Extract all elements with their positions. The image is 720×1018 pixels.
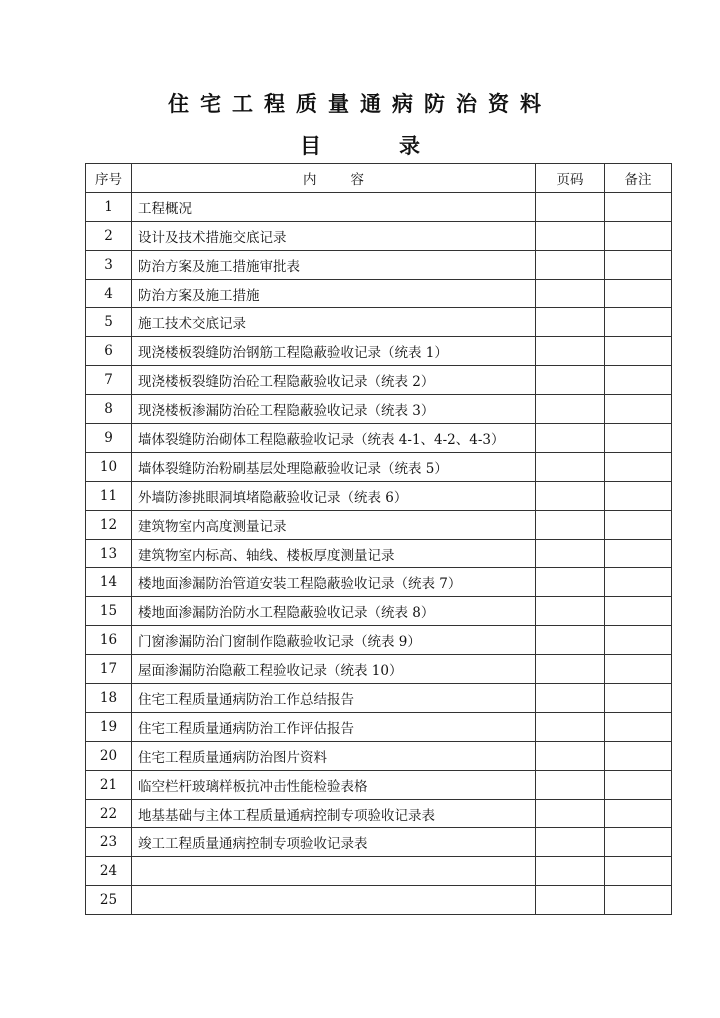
row-content: 住宅工程质量通病防治工作评估报告	[132, 712, 536, 741]
row-content: 屋面渗漏防治隐蔽工程验收记录（统表 10）	[132, 655, 536, 684]
row-page	[536, 250, 605, 279]
table-row	[86, 741, 672, 770]
table-row	[86, 308, 672, 337]
row-note	[605, 626, 672, 655]
table-row	[86, 712, 672, 741]
header-content	[132, 164, 536, 193]
row-num: 22	[86, 799, 132, 828]
row-content: 防治方案及施工措施审批表	[132, 250, 536, 279]
row-page	[536, 886, 605, 915]
row-num: 18	[86, 684, 132, 713]
row-page	[536, 568, 605, 597]
row-num: 15	[86, 597, 132, 626]
row-content: 外墙防渗挑眼洞填堵隐蔽验收记录（统表 6）	[132, 481, 536, 510]
table-row	[86, 828, 672, 857]
row-num: 19	[86, 712, 132, 741]
table-row	[86, 337, 672, 366]
table-header-row	[86, 164, 672, 193]
table-row	[86, 481, 672, 510]
row-page	[536, 684, 605, 713]
row-num: 16	[86, 626, 132, 655]
table-row	[86, 366, 672, 395]
row-num: 21	[86, 770, 132, 799]
row-content: 墙体裂缝防治砌体工程隐蔽验收记录（统表 4-1、4-2、4-3）	[132, 424, 536, 453]
row-note	[605, 452, 672, 481]
row-content: 临空栏杆玻璃样板抗冲击性能检验表格	[132, 770, 536, 799]
row-page	[536, 857, 605, 886]
table-row	[86, 250, 672, 279]
row-content: 楼地面渗漏防治防水工程隐蔽验收记录（统表 8）	[132, 597, 536, 626]
row-content: 住宅工程质量通病防治工作总结报告	[132, 684, 536, 713]
row-page	[536, 655, 605, 684]
row-content: 施工技术交底记录	[132, 308, 536, 337]
row-num: 9	[86, 424, 132, 453]
row-page	[536, 337, 605, 366]
document-title: 住宅工程质量通病防治资料	[168, 91, 552, 116]
row-page	[536, 539, 605, 568]
row-note	[605, 337, 672, 366]
row-page	[536, 828, 605, 857]
header-page: 页码	[536, 164, 605, 193]
row-page	[536, 452, 605, 481]
row-note	[605, 828, 672, 857]
row-num: 25	[86, 886, 132, 915]
row-num: 5	[86, 308, 132, 337]
row-note	[605, 597, 672, 626]
subtitle-right: 录	[399, 133, 420, 158]
row-note	[605, 510, 672, 539]
row-num: 6	[86, 337, 132, 366]
table-row	[86, 539, 672, 568]
contents-table	[85, 163, 672, 915]
row-num: 20	[86, 741, 132, 770]
row-content: 楼地面渗漏防治管道安装工程隐蔽验收记录（统表 7）	[132, 568, 536, 597]
row-num: 17	[86, 655, 132, 684]
row-num: 10	[86, 452, 132, 481]
row-num: 3	[86, 250, 132, 279]
row-page	[536, 712, 605, 741]
table-row	[86, 857, 672, 886]
header-content-right: 容	[350, 171, 364, 188]
table-body	[86, 192, 672, 914]
row-note	[605, 886, 672, 915]
row-note	[605, 712, 672, 741]
row-content	[132, 857, 536, 886]
header-num: 序号	[86, 164, 132, 193]
table-row	[86, 770, 672, 799]
row-page	[536, 626, 605, 655]
table-row	[86, 626, 672, 655]
row-page	[536, 395, 605, 424]
row-content: 住宅工程质量通病防治图片资料	[132, 741, 536, 770]
table-row	[86, 192, 672, 221]
row-content: 现浇楼板裂缝防治砼工程隐蔽验收记录（统表 2）	[132, 366, 536, 395]
table-row	[86, 452, 672, 481]
row-note	[605, 568, 672, 597]
row-note	[605, 395, 672, 424]
table-row	[86, 279, 672, 308]
row-content: 工程概况	[132, 192, 536, 221]
row-num: 4	[86, 279, 132, 308]
row-note	[605, 250, 672, 279]
row-num: 13	[86, 539, 132, 568]
header-note: 备注	[605, 164, 672, 193]
row-note	[605, 424, 672, 453]
row-page	[536, 597, 605, 626]
row-content: 建筑物室内标高、轴线、楼板厚度测量记录	[132, 539, 536, 568]
row-note	[605, 192, 672, 221]
row-num: 11	[86, 481, 132, 510]
table-row	[86, 655, 672, 684]
row-num: 14	[86, 568, 132, 597]
row-num: 1	[86, 192, 132, 221]
row-note	[605, 221, 672, 250]
row-note	[605, 366, 672, 395]
row-page	[536, 741, 605, 770]
row-page	[536, 770, 605, 799]
row-page	[536, 279, 605, 308]
row-page	[536, 366, 605, 395]
row-content: 现浇楼板裂缝防治钢筋工程隐蔽验收记录（统表 1）	[132, 337, 536, 366]
table-row	[86, 395, 672, 424]
row-content: 墙体裂缝防治粉刷基层处理隐蔽验收记录（统表 5）	[132, 452, 536, 481]
row-note	[605, 308, 672, 337]
row-page	[536, 308, 605, 337]
row-note	[605, 857, 672, 886]
table-row	[86, 221, 672, 250]
row-content: 门窗渗漏防治门窗制作隐蔽验收记录（统表 9）	[132, 626, 536, 655]
row-content: 地基基础与主体工程质量通病控制专项验收记录表	[132, 799, 536, 828]
table-row	[86, 597, 672, 626]
table-row	[86, 510, 672, 539]
row-content: 现浇楼板渗漏防治砼工程隐蔽验收记录（统表 3）	[132, 395, 536, 424]
row-note	[605, 539, 672, 568]
row-note	[605, 799, 672, 828]
table-row	[86, 886, 672, 915]
row-page	[536, 799, 605, 828]
header-content-left: 内	[303, 171, 317, 188]
row-num: 23	[86, 828, 132, 857]
table-row	[86, 424, 672, 453]
document-subtitle	[0, 130, 720, 160]
table-row	[86, 568, 672, 597]
row-content: 防治方案及施工措施	[132, 279, 536, 308]
row-note	[605, 684, 672, 713]
row-note	[605, 741, 672, 770]
row-content	[132, 886, 536, 915]
row-page	[536, 192, 605, 221]
table-row	[86, 684, 672, 713]
row-num: 8	[86, 395, 132, 424]
row-num: 12	[86, 510, 132, 539]
row-content: 建筑物室内高度测量记录	[132, 510, 536, 539]
row-note	[605, 770, 672, 799]
subtitle-left: 目	[300, 133, 321, 158]
table-row	[86, 799, 672, 828]
row-note	[605, 481, 672, 510]
row-num: 24	[86, 857, 132, 886]
row-page	[536, 481, 605, 510]
row-note	[605, 655, 672, 684]
row-note	[605, 279, 672, 308]
row-num: 2	[86, 221, 132, 250]
row-page	[536, 510, 605, 539]
row-content: 竣工工程质量通病控制专项验收记录表	[132, 828, 536, 857]
row-page	[536, 221, 605, 250]
row-content: 设计及技术措施交底记录	[132, 221, 536, 250]
row-num: 7	[86, 366, 132, 395]
row-page	[536, 424, 605, 453]
